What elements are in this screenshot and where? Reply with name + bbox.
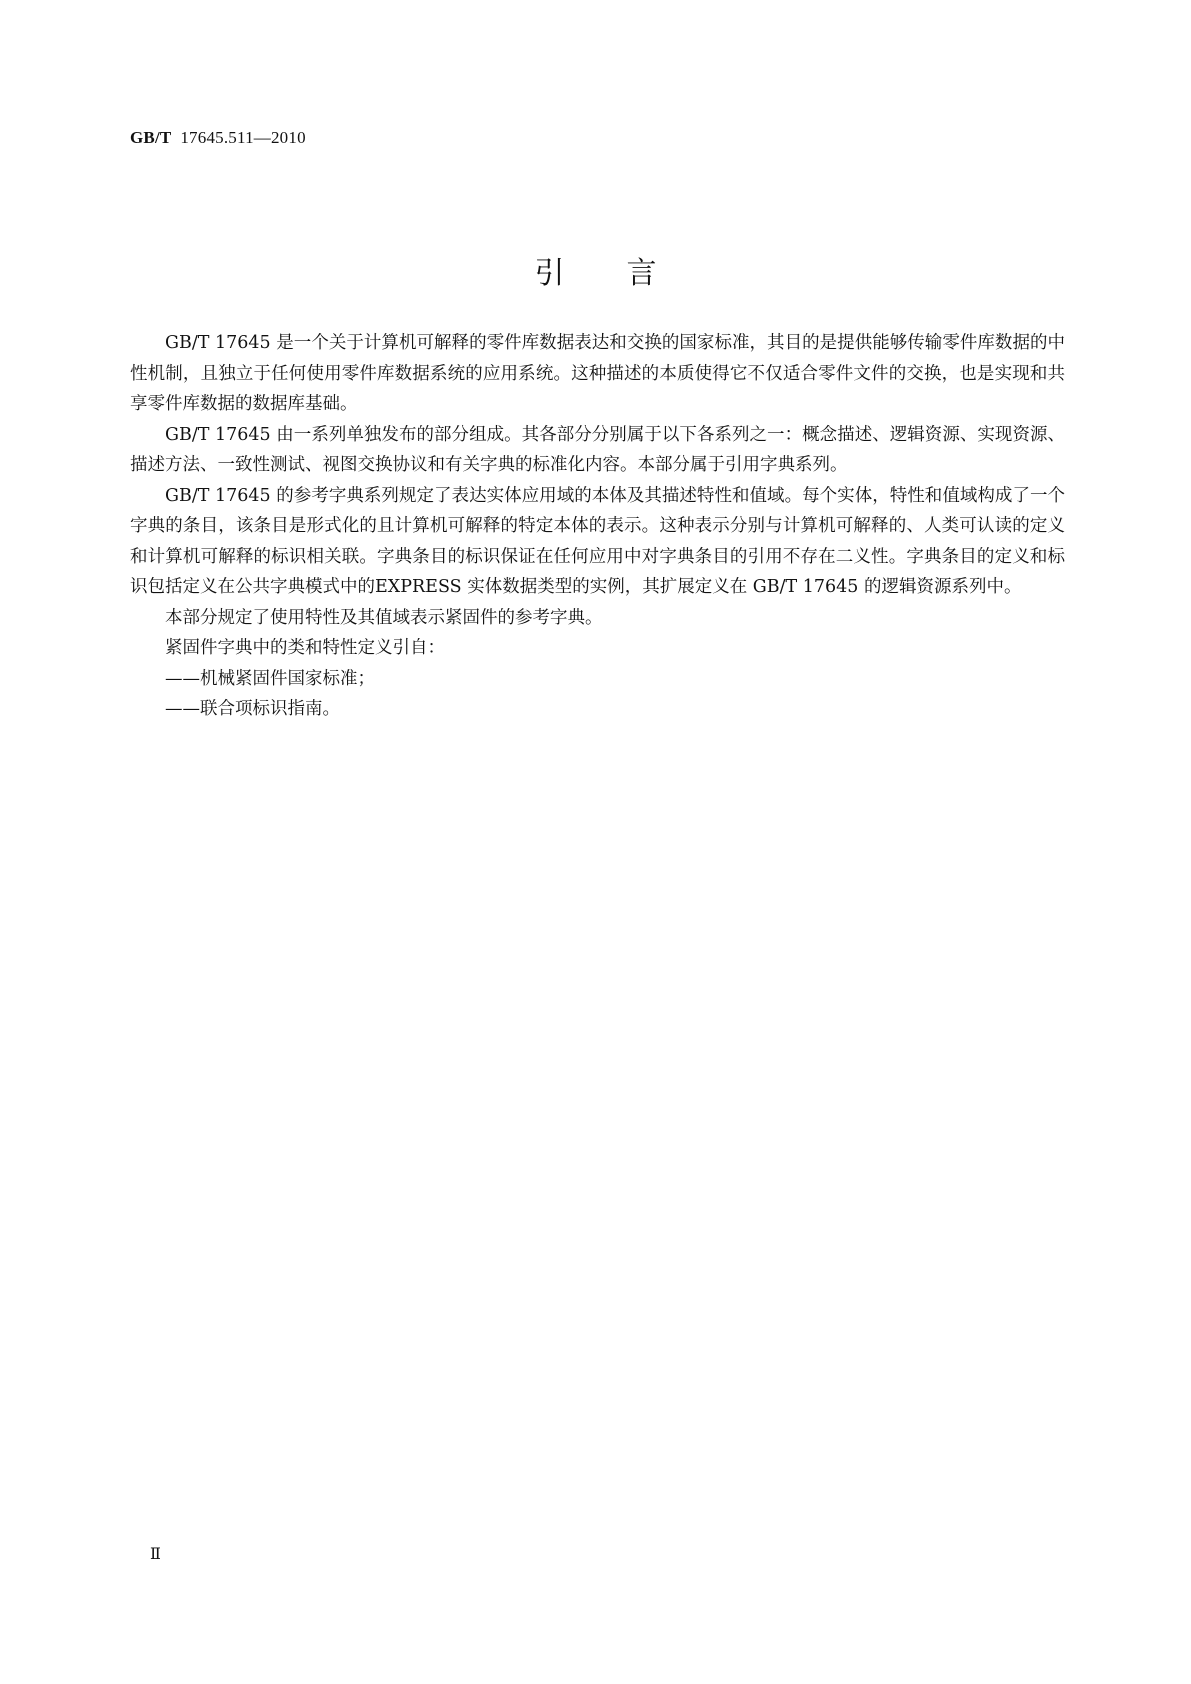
standard-number-header: [130, 128, 306, 148]
standard-prefix: GB/T: [130, 128, 172, 147]
paragraph: 本部分规定了使用特性及其值域表示紧固件的参考字典。: [165, 607, 603, 628]
paragraph: GB/T 17645 是一个关于计算机可解释的零件库数据表达和交换的国家标准，其目的是提供能够传输零件库数据的中性机制，且独立于任何使用零件库数据系统的应用系统。这种描述的本质使得它不仅适合零件文件的交换，也是实现和共享零件库数据的数据库基础。: [130, 333, 1065, 414]
page-number: Ⅱ: [150, 1546, 161, 1563]
paragraph: GB/T 17645 的参考字典系列规定了表达实体应用域的本体及其描述特性和值域。每个实体，特性和值域构成了一个字典的条目，该条目是形式化的且计算机可解释的特定本体的表示。这种表示分别与计算机可解释的、人类可认读的定义和计算机可解释的标识相关联。字典条目的标识保证在任何应用中对字典条目的引用不存在二义性。字典条目的定义和标识包括定义在公共字典模式中的EXPRESS 实体数据类型的实例，其扩展定义在 GB/T 17645 的逻辑资源系列中。: [130, 485, 1065, 597]
list-item: ——联合项标识指南。: [165, 699, 340, 719]
paragraph: GB/T 17645 由一系列单独发布的部分组成。其各部分分别属于以下各系列之一：概念描述、逻辑资源、实现资源、描述方法、一致性测试、视图交换协议和有关字典的标准化内容。本部分属于引用字典系列。: [130, 424, 1065, 475]
page-title: 引言: [534, 256, 719, 292]
list-item: ——机械紧固件国家标准；: [165, 668, 375, 689]
standard-number: 17645.511—2010: [180, 128, 306, 147]
introduction-body: [130, 328, 1065, 725]
paragraph: 紧固件字典中的类和特性定义引自：: [165, 638, 445, 658]
